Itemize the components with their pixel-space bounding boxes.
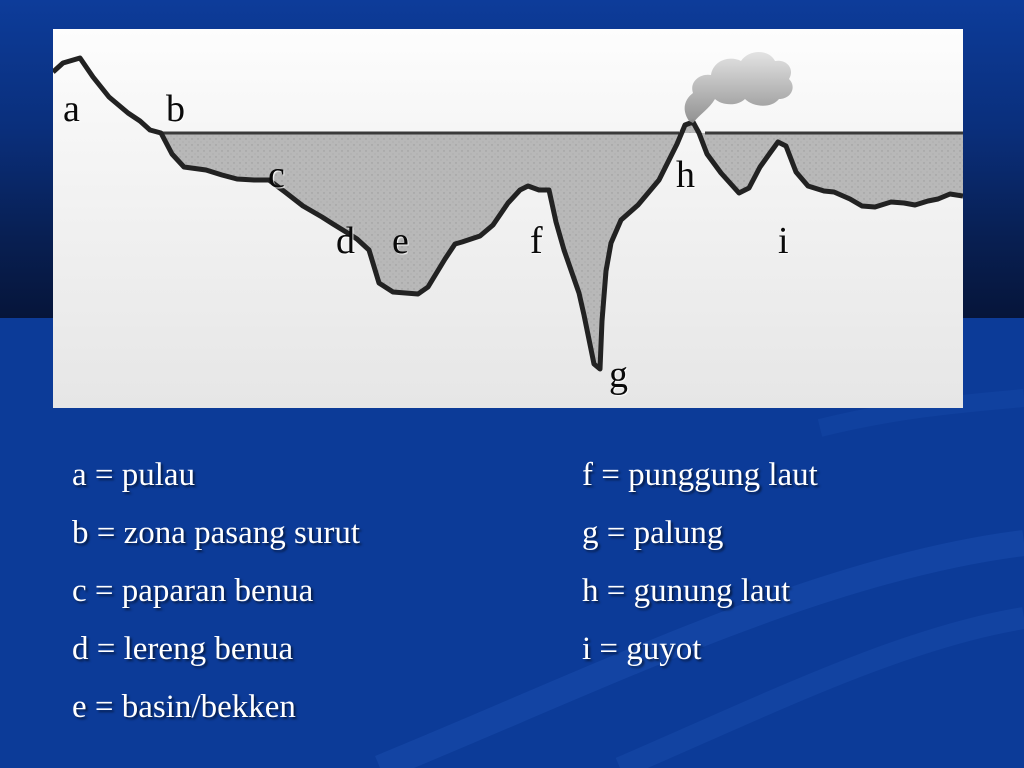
label-d: d [336, 220, 355, 262]
legend-item-h: h = gunung laut [582, 573, 791, 609]
legend-item-f: f = punggung laut [582, 457, 818, 493]
label-f: f [530, 220, 543, 262]
label-c: c [268, 154, 285, 196]
legend-item-e: e = basin/bekken [72, 689, 296, 725]
label-b: b [166, 88, 185, 130]
legend-item-i: i = guyot [582, 631, 702, 667]
legend-right-column [582, 452, 818, 684]
legend-item-d: d = lereng benua [72, 631, 294, 667]
label-h: h [676, 154, 695, 196]
legend-item-b: b = zona pasang surut [72, 515, 361, 551]
seafloor-line [53, 58, 963, 369]
label-i: i [778, 220, 789, 262]
legend-item-c: c = paparan benua [72, 573, 314, 609]
ocean-floor-profile [53, 29, 963, 408]
legend-item-g: g = palung [582, 515, 724, 551]
label-a: a [63, 88, 80, 130]
label-e: e [392, 220, 409, 262]
legend-item-a: a = pulau [72, 457, 196, 493]
legend-left-column [72, 452, 360, 742]
volcano-smoke [685, 52, 793, 123]
ocean-floor-diagram [53, 29, 963, 408]
label-g: g [609, 354, 628, 396]
